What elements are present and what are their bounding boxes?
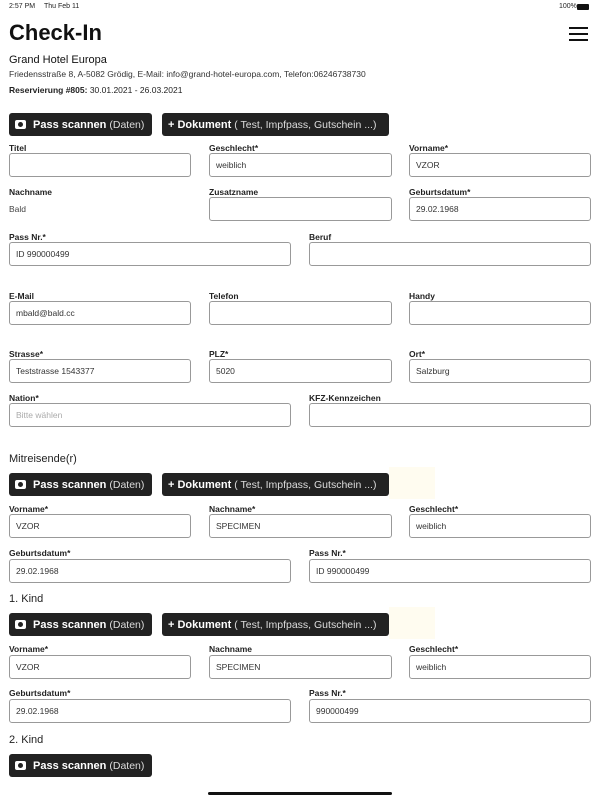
doc-label: + Dokument (168, 478, 232, 491)
titel-input[interactable] (9, 153, 191, 177)
child1-nachname-input[interactable]: SPECIMEN (209, 655, 392, 679)
beruf-input[interactable] (309, 242, 591, 266)
companion-vorname-input[interactable]: VZOR (9, 514, 191, 538)
scan-pass-button[interactable] (9, 113, 152, 136)
highlight-area (389, 467, 435, 499)
companion-geschlecht-select[interactable]: weiblich (409, 514, 591, 538)
label-child1-geburtsdatum: Geburtsdatum* (9, 688, 71, 698)
label-geschlecht: Geschlecht* (209, 143, 259, 153)
child1-add-document-button[interactable] (162, 613, 389, 636)
vorname-input[interactable]: VZOR (409, 153, 591, 177)
status-battery: 100% (559, 3, 577, 10)
scan-label: Pass scannen (33, 618, 107, 631)
label-companion-geschlecht: Geschlecht* (409, 504, 459, 514)
label-child1-geschlecht: Geschlecht* (409, 644, 459, 654)
companion-nachname-input[interactable]: SPECIMEN (209, 514, 392, 538)
label-companion-vorname: Vorname* (9, 504, 49, 514)
camera-icon (15, 761, 26, 770)
handy-input[interactable] (409, 301, 591, 325)
hotel-name: Grand Hotel Europa (9, 54, 107, 66)
nation-select[interactable]: Bitte wählen (9, 403, 291, 427)
menu-icon[interactable] (569, 27, 588, 41)
passnr-input[interactable]: ID 990000499 (9, 242, 291, 266)
child1-title: 1. Kind (9, 593, 44, 605)
label-email: E-Mail (9, 291, 35, 301)
child1-vorname-input[interactable]: VZOR (9, 655, 191, 679)
label-plz: PLZ* (209, 349, 229, 359)
scan-sub: (Daten) (109, 759, 145, 772)
telefon-input[interactable] (209, 301, 392, 325)
add-document-button[interactable] (162, 113, 389, 136)
label-handy: Handy (409, 291, 435, 301)
label-titel: Titel (9, 143, 27, 153)
scan-sub: (Daten) (109, 478, 145, 491)
label-geburtsdatum: Geburtsdatum* (409, 187, 471, 197)
label-companion-passnr: Pass Nr.* (309, 548, 346, 558)
label-child1-passnr: Pass Nr.* (309, 688, 346, 698)
label-zusatzname: Zusatzname (209, 187, 259, 197)
scan-label: Pass scannen (33, 478, 107, 491)
doc-sub: ( Test, Impfpass, Gutschein ...) (234, 478, 377, 491)
camera-icon (15, 120, 26, 129)
child1-passnr-input[interactable]: 990000499 (309, 699, 591, 723)
highlight-area (389, 607, 435, 639)
camera-icon (15, 480, 26, 489)
child2-scan-pass-button[interactable] (9, 754, 152, 777)
scan-sub: (Daten) (109, 618, 145, 631)
child1-geschlecht-select[interactable]: weiblich (409, 655, 591, 679)
doc-sub: ( Test, Impfpass, Gutschein ...) (234, 618, 377, 631)
label-nachname: Nachname (9, 187, 52, 197)
label-child1-nachname: Nachname (209, 644, 252, 654)
nachname-value: Bald (9, 204, 27, 214)
status-date: Thu Feb 11 (44, 3, 80, 10)
companion-geburtsdatum-input[interactable]: 29.02.1968 (9, 559, 291, 583)
plz-input[interactable]: 5020 (209, 359, 392, 383)
label-companion-geburtsdatum: Geburtsdatum* (9, 548, 71, 558)
label-child1-vorname: Vorname* (9, 644, 49, 654)
child2-title: 2. Kind (9, 734, 44, 746)
label-strasse: Strasse* (9, 349, 44, 359)
home-indicator (208, 792, 392, 795)
hotel-address: Friedensstraße 8, A-5082 Grödig, E-Mail: info@grand-hotel-europa.com, Telefon:06246738730 (9, 69, 366, 79)
companion-title: Mitreisende(r) (9, 453, 77, 465)
label-telefon: Telefon (209, 291, 239, 301)
strasse-input[interactable]: Teststrasse 1543377 (9, 359, 191, 383)
reservation-label: Reservierung #805: (9, 85, 88, 95)
label-kfz: KFZ-Kennzeichen (309, 393, 381, 403)
companion-passnr-input[interactable]: ID 990000499 (309, 559, 591, 583)
label-ort: Ort* (409, 349, 426, 359)
label-passnr: Pass Nr.* (9, 232, 46, 242)
label-nation: Nation* (9, 393, 39, 403)
scan-label: Pass scannen (33, 118, 107, 131)
label-beruf: Beruf (309, 232, 332, 242)
reservation-dates: 30.01.2021 - 26.03.2021 (89, 85, 183, 95)
geburtsdatum-input[interactable]: 29.02.1968 (409, 197, 591, 221)
camera-icon (15, 620, 26, 629)
child1-geburtsdatum-input[interactable]: 29.02.1968 (9, 699, 291, 723)
kfz-input[interactable] (309, 403, 591, 427)
child1-scan-pass-button[interactable] (9, 613, 152, 636)
geschlecht-select[interactable]: weiblich (209, 153, 392, 177)
scan-sub: (Daten) (109, 118, 145, 131)
doc-label: + Dokument (168, 118, 232, 131)
doc-sub: ( Test, Impfpass, Gutschein ...) (234, 118, 377, 131)
email-input[interactable]: mbald@bald.cc (9, 301, 191, 325)
status-time: 2:57 PM (9, 3, 36, 10)
page-title: Check-In (9, 20, 102, 45)
doc-label: + Dokument (168, 618, 232, 631)
companion-add-document-button[interactable] (162, 473, 389, 496)
label-vorname: Vorname* (409, 143, 449, 153)
zusatzname-input[interactable] (209, 197, 392, 221)
scan-label: Pass scannen (33, 759, 107, 772)
label-companion-nachname: Nachname* (209, 504, 256, 514)
ort-input[interactable]: Salzburg (409, 359, 591, 383)
battery-icon (577, 4, 589, 10)
companion-scan-pass-button[interactable] (9, 473, 152, 496)
